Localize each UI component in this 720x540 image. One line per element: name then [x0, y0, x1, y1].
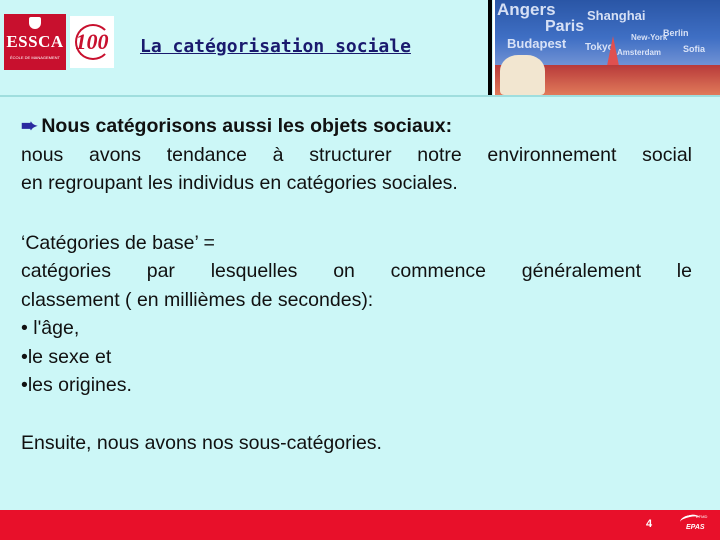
paragraph-line: catégories par lesquelles on commence généralement le: [21, 260, 692, 282]
arrow-right-icon: ➨: [21, 115, 38, 137]
essca-logo-text: ESSCA: [6, 32, 64, 51]
banner-city: New-York: [631, 33, 668, 42]
slide-title: La catégorisation sociale: [140, 36, 411, 57]
banner-city: Sofia: [683, 44, 706, 54]
banner-city: Angers: [497, 0, 556, 19]
paragraph-line: nous avons tendance à structurer notre environnement social: [21, 143, 692, 166]
banner-city: Budapest: [507, 36, 567, 51]
essca-logo: [4, 14, 66, 70]
slide-header: [0, 0, 720, 95]
closing-line: Ensuite, nous avons nos sous-catégories.: [21, 431, 382, 454]
centenary-logo: [70, 16, 114, 68]
essca-logo-subtitle: ÉCOLE DE MANAGEMENT: [9, 55, 60, 60]
header-separator: [488, 0, 492, 95]
essca-crest-icon: [29, 17, 41, 29]
epas-text: EPAS: [686, 524, 705, 531]
lead-text: Nous catégorisons aussi les objets sociaux:: [41, 115, 453, 137]
page-number: 4: [646, 518, 653, 530]
paragraph-line: en regroupant les individus en catégories sociales.: [21, 172, 458, 194]
header-divider: [0, 95, 720, 97]
lead-line: [21, 112, 692, 141]
banner-city: Amsterdam: [617, 48, 662, 57]
slide-body: [21, 112, 692, 457]
globe-icon: [500, 55, 545, 95]
slide-footer: [0, 510, 720, 540]
bullet-item: •les origines.: [21, 374, 132, 396]
banner-city: Shanghai: [587, 8, 646, 23]
bullet-item: •le sexe et: [21, 345, 112, 368]
banner-city: Paris: [545, 18, 585, 35]
base-categories-definition: ‘Catégories de base’ =: [21, 231, 215, 254]
paragraph-line: classement ( en millièmes de secondes):: [21, 288, 374, 311]
epas-logo: [676, 513, 716, 537]
efmd-text: EFMD: [696, 514, 708, 519]
cities-banner-image: [495, 0, 720, 95]
banner-city: Tokyo: [585, 42, 614, 53]
bullet-item: • l'âge,: [21, 317, 80, 339]
centenary-number: 100: [75, 29, 109, 54]
banner-city: Berlin: [663, 28, 689, 38]
